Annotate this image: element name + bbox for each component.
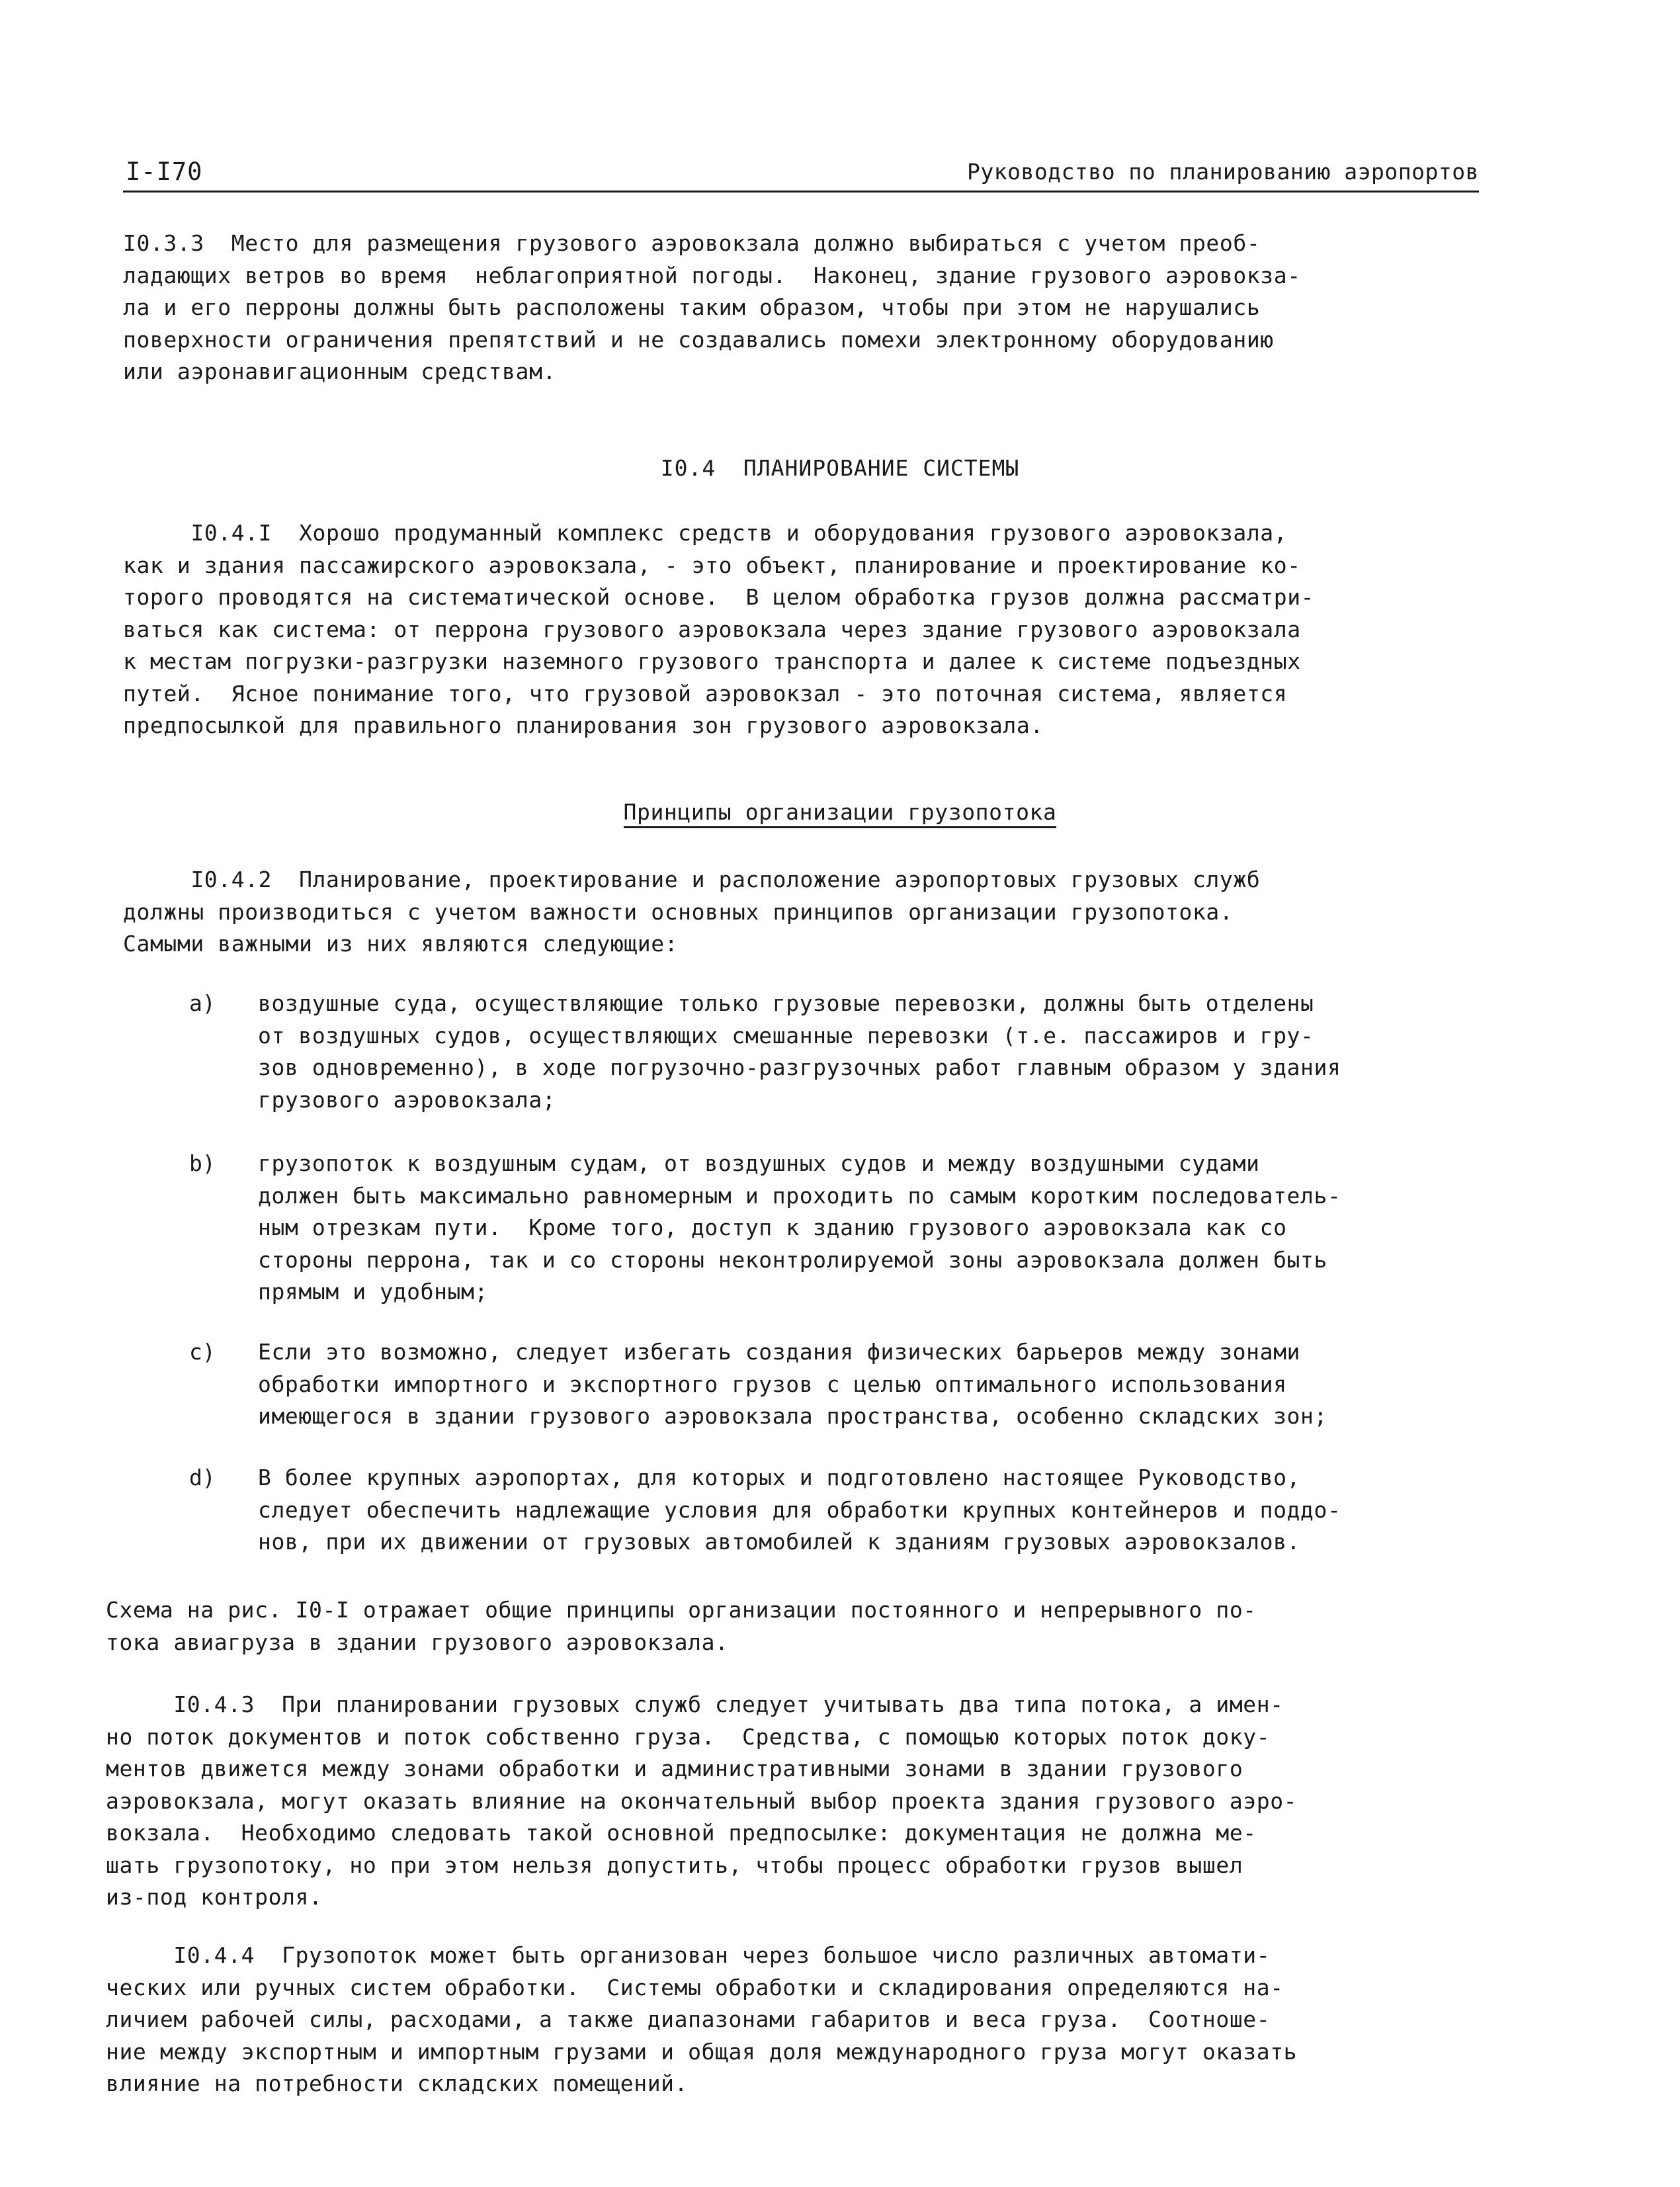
- list-marker: a): [189, 990, 216, 1016]
- list-text: В более крупных аэропортах, для которых и подготовлено настоящее Руководство, следует обеспечить надлежащие условия для обработки крупных контейнеров и поддо- нов, при их движении от грузовых автомобилей к зданиям грузовых аэровокзалов.: [258, 1465, 1341, 1555]
- paragraph-10-4-1: I0.4.I Хорошо продуманный комплекс средств и оборудования грузового аэровокзала, как и здания пассажирского аэровокзала, - это объект, планирование и проектирование ко- торого проводятся на систематической основе. В целом обработка грузов должна рассматри- ваться как система: от перрона грузового аэровокзала через здание грузового аэровокзала к местам погрузки-разгрузки наземного грузового транспорта и далее к системе подъездных путей. Ясное понимание того, что грузовой аэровокзал - это поточная система, является предпосылкой для правильного планирования зон грузового аэровокзала.: [123, 520, 1315, 738]
- list-marker: d): [189, 1465, 216, 1490]
- list-text: грузопоток к воздушным судам, от воздушных судов и между воздушными судами должен быть максимально равномерным и проходить по самым коротким последователь- ным отрезкам пути. Кроме того, доступ к зданию грузового аэровокзала как со стороны перрона, так и со стороны неконтролируемой зоны аэровокзала должен быть прямым и удобным;: [258, 1150, 1341, 1305]
- subheading-principles: [0, 799, 1680, 825]
- list-marker: c): [189, 1339, 216, 1365]
- paragraph-10-4-4: I0.4.4 Грузопоток может быть организован через большое число различных автомати- ческих или ручных систем обработки. Системы обработки и складирования определяются на- личием рабочей силы, расходами, а также диапазонами габаритов и веса груза. Соотноше- ние между экспортным и импортным грузами и общая доля международного груза могут оказать влияние на потребности складских помещений.: [106, 1942, 1298, 2096]
- page-number: I-I70: [126, 157, 203, 186]
- paragraph-scheme: Схема на рис. I0-I отражает общие принципы организации постоянного и непрерывного по- тока авиагруза в здании грузового аэровокзала.: [106, 1597, 1257, 1655]
- paragraph-10-4-3: I0.4.3 При планировании грузовых служб следует учитывать два типа потока, а имен- но поток документов и поток собственно груза. Средства, с помощью которых поток доку- ментов движется между зонами обработки и административными зонами в здании грузового аэровокзала, могут оказать влияние на окончательный выбор проекта здания грузового аэро- вокзала. Необходимо следовать такой основной предпосылке: документация не должна ме- шать грузопотоку, но при этом нельзя допустить, чтобы процесс обработки грузов вышел из-под контроля.: [106, 1692, 1298, 1910]
- section-heading: I0.4 ПЛАНИРОВАНИЕ СИСТЕМЫ: [660, 455, 1020, 481]
- subheading-text: Принципы организации грузопотока: [624, 799, 1057, 828]
- list-text: Если это возможно, следует избегать создания физических барьеров между зонами обработки импортного и экспортного грузов с целью оптимального использования имеющегося в здании грузового аэровокзала пространства, особенно складских зон;: [258, 1339, 1327, 1429]
- list-text: воздушные суда, осуществляющие только грузовые перевозки, должны быть отделены от воздушных судов, осуществляющих смешанные перевозки (т.е. пассажиров и гру- зов одновременно), в ходе погрузочно-разгрузочных работ главным образом у здания грузового аэровокзала;: [258, 990, 1341, 1113]
- list-marker: b): [189, 1150, 216, 1176]
- page-header: [123, 157, 1479, 193]
- running-title: Руководство по планированию аэропортов: [967, 159, 1479, 185]
- paragraph-10-3-3: I0.3.3 Место для размещения грузового аэровокзала должно выбираться с учетом преоб- ладающих ветров во время неблагоприятной погоды. Наконец, здание грузового аэровокза- ла и его перроны должны быть расположены таким образом, чтобы при этом не нарушались поверхности ограничения препятствий и не создавались помехи электронному оборудованию или аэронавигационным средствам.: [123, 230, 1301, 384]
- paragraph-10-4-2: I0.4.2 Планирование, проектирование и расположение аэропортовых грузовых служб должны производиться с учетом важности основных принципов организации грузопотока. Самыми важными из них являются следующие:: [123, 867, 1261, 957]
